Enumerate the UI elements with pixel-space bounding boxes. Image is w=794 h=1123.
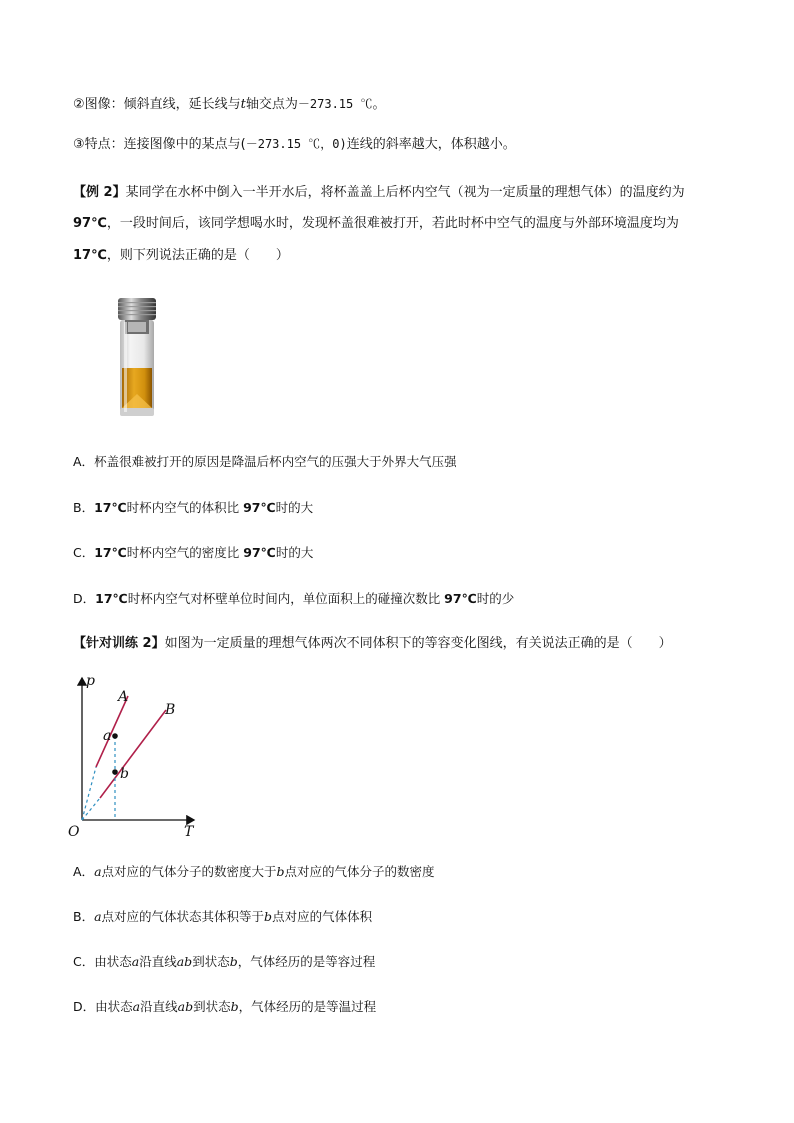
example2-option-d[interactable]: [73, 589, 514, 609]
p-axis-label: p: [86, 673, 95, 689]
line-b-label: B: [165, 702, 176, 718]
option-letter: B．: [73, 500, 95, 515]
option-var: b: [264, 909, 273, 924]
note-3-text-a: ③特点：连接图像中的某点与(: [73, 137, 246, 152]
option-var: b: [229, 954, 238, 969]
note-3-text-b: 连线的斜率越大，体积越小。: [346, 137, 516, 152]
origin-label: O: [68, 824, 80, 840]
training2-option-a[interactable]: [73, 862, 435, 882]
option-letter: C．: [73, 954, 95, 969]
option-var: a: [131, 954, 140, 969]
line-b-extension: [82, 798, 100, 820]
option-letter: C．: [73, 545, 95, 560]
option-letter: A．: [73, 454, 95, 469]
line-a-label: A: [118, 689, 129, 705]
option-text: 到状态: [192, 954, 230, 969]
point-b: [112, 769, 118, 775]
note-2-text-a: ②图像：倾斜直线，延长线与: [73, 97, 241, 112]
option-text: 时杯内空气的密度比: [126, 545, 244, 560]
option-temp: 97℃: [444, 591, 477, 606]
option-temp: 17℃: [95, 591, 128, 606]
option-var: ab: [176, 954, 193, 969]
option-var: a: [94, 864, 102, 879]
note-2: [73, 94, 386, 115]
option-text: 由状态: [94, 954, 132, 969]
example2-option-c[interactable]: [73, 543, 313, 563]
example2-option-a[interactable]: [73, 452, 457, 472]
training2-label: 【针对训练 2】: [73, 636, 165, 651]
option-text: 杯盖很难被打开的原因是降温后杯内空气的压强大于外界大气压强: [94, 454, 457, 469]
training2-option-b[interactable]: [73, 907, 372, 927]
example2-temp-97: 97℃: [73, 216, 107, 231]
option-letter: A．: [73, 864, 95, 879]
option-temp: 17℃: [94, 545, 127, 560]
note-2-t-var: t: [240, 97, 246, 112]
vacuum-flask-image: [112, 296, 162, 420]
option-text: 时的大: [275, 545, 314, 560]
option-text: 点对应的气体分子的数密度: [284, 864, 435, 879]
line-b: [100, 710, 166, 798]
training2-stem-text: 如图为一定质量的理想气体两次不同体积下的等容变化图线，有关说法正确的是（ ）: [164, 636, 672, 651]
option-temp: 17℃: [94, 500, 127, 515]
point-b-label: b: [120, 766, 129, 782]
option-text: 点对应的气体体积: [272, 909, 373, 924]
option-text: 沿直线: [140, 999, 178, 1014]
example2-temp-17: 17℃: [73, 248, 107, 263]
note-2-text-b: 轴交点为: [245, 97, 298, 112]
option-text: ，气体经历的是等温过程: [238, 999, 377, 1014]
option-var: a: [94, 909, 102, 924]
line-a: [96, 696, 128, 767]
option-var: b: [230, 999, 239, 1014]
example2-line-2: [73, 214, 679, 234]
example2-option-b[interactable]: [73, 498, 313, 518]
example2-line-1: [73, 183, 685, 203]
point-a-label: a: [103, 728, 112, 744]
example2-stem-3: ，则下列说法正确的是（ ）: [106, 248, 289, 263]
option-temp: 97℃: [243, 545, 276, 560]
option-text: 点对应的气体分子的数密度大于: [101, 864, 277, 879]
pt-graph: [66, 670, 206, 840]
example2-label: 【例 2】: [73, 185, 126, 200]
note-2-text-c: 。: [372, 97, 386, 112]
option-temp: 97℃: [243, 500, 276, 515]
option-var: ab: [177, 999, 194, 1014]
training2-stem: [73, 634, 672, 654]
option-text: 时的少: [476, 591, 515, 606]
option-var: b: [276, 864, 285, 879]
t-axis-label: T: [184, 824, 194, 840]
option-var: a: [132, 999, 141, 1014]
option-letter: D．: [73, 591, 96, 606]
training2-option-c[interactable]: [73, 952, 375, 972]
training2-option-d[interactable]: [73, 997, 376, 1017]
note-3-value: －273.15 ℃，0): [245, 137, 347, 151]
example2-stem-2: ，一段时间后，该同学想喝水时，发现杯盖很难被打开，若此时杯中空气的温度与外部环境温度均为: [106, 216, 679, 231]
option-letter: D．: [73, 999, 96, 1014]
example2-stem-1: 某同学在水杯中倒入一半开水后，将杯盖盖上后杯内空气（视为一定质量的理想气体）的温度约为: [125, 185, 685, 200]
example2-line-3: [73, 246, 289, 266]
note-2-value: －273.15 ℃: [297, 97, 373, 111]
point-a: [112, 733, 118, 739]
option-text: 时的大: [275, 500, 314, 515]
option-text: ，气体经历的是等容过程: [237, 954, 376, 969]
option-text: 沿直线: [139, 954, 177, 969]
option-text: 到状态: [193, 999, 231, 1014]
line-a-extension: [82, 767, 96, 820]
option-text: 时杯内空气的体积比: [126, 500, 244, 515]
option-text: 时杯内空气对杯壁单位时间内，单位面积上的碰撞次数比: [127, 591, 445, 606]
option-text: 点对应的气体状态其体积等于: [101, 909, 265, 924]
option-text: 由状态: [95, 999, 133, 1014]
option-letter: B．: [73, 909, 95, 924]
note-3: [73, 134, 516, 155]
